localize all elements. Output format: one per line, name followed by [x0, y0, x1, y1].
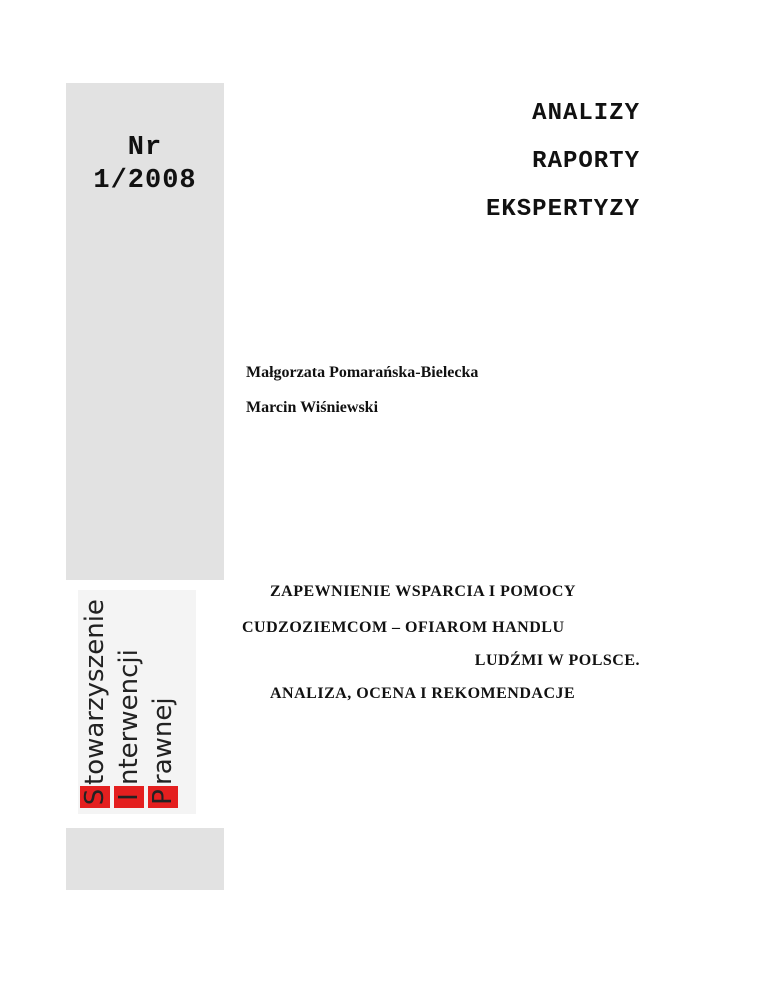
title-line-3: LUDŹMI W POLSCE. [474, 652, 640, 669]
series-ekspertyzy: EKSPERTYZY [485, 196, 640, 223]
author-2: Marcin Wiśniewski [246, 399, 379, 416]
logo-cap-i: I [114, 786, 144, 808]
series-raporty: RAPORTY [532, 148, 640, 175]
title-line-1: ZAPEWNIENIE WSPARCIA I POMOCY [270, 583, 576, 600]
issue-number: 1/2008 [93, 166, 197, 196]
issue-number-block [66, 132, 224, 198]
series-analizy: ANALIZY [532, 100, 640, 127]
author-1: Małgorzata Pomarańska-Bielecka [246, 364, 479, 381]
logo-cap-s: S [80, 786, 110, 808]
issue-label: Nr [127, 133, 163, 163]
logo-line-2 [112, 590, 146, 814]
sidebar-band-bottom [66, 828, 224, 890]
logo-rest-1: towarzyszenie [80, 599, 110, 785]
title-line-4: ANALIZA, OCENA I REKOMENDACJE [270, 685, 576, 702]
organization-logo [78, 590, 196, 814]
logo-rest-2: nterwencji [114, 649, 144, 785]
logo-line-3 [146, 590, 180, 814]
logo-rest-3: rawnej [148, 697, 178, 785]
logo-line-1 [78, 590, 112, 814]
title-line-2: CUDZOZIEMCOM – OFIAROM HANDLU [242, 619, 565, 636]
logo-cap-p: P [148, 786, 178, 808]
